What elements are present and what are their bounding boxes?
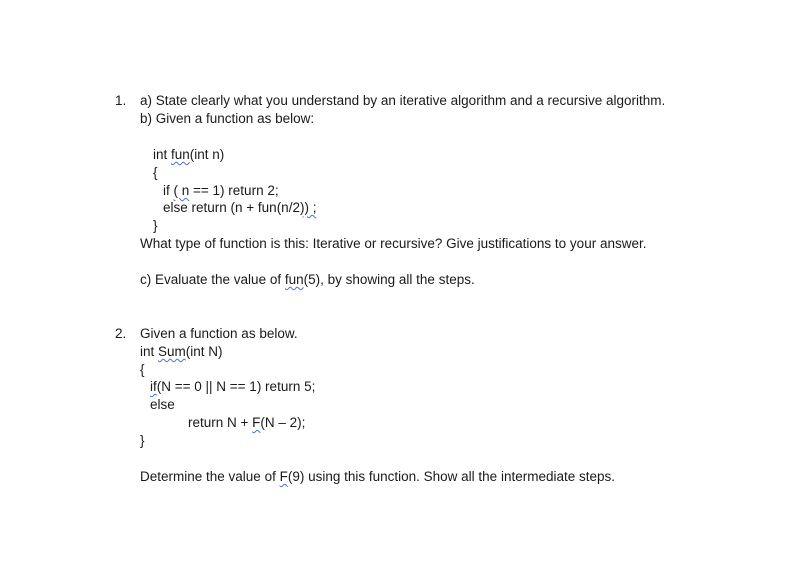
q2-code-line-3-sq: if [150, 379, 157, 394]
q2-code-line-3-post: (N == 0 || N == 1) return 5; [156, 379, 316, 394]
q2-code-line-1 [140, 343, 223, 360]
q2-code-line-1-post: (int N) [185, 344, 223, 359]
q1-code-line-4-sq: )) ; [299, 200, 317, 215]
q2-code-line-3 [150, 378, 315, 395]
q1-code-line-1-post: (int n) [189, 147, 225, 162]
q2-code-line-5-sq: F [252, 415, 261, 430]
q2-determine-post: (9) using this function. Show all the intermediate steps. [287, 469, 615, 484]
q2-code-line-5-post: (N – 2); [260, 415, 306, 430]
q2-determine [140, 468, 615, 485]
q1-code-line-2: { [153, 165, 158, 180]
q2-code-line-1-fn: Sum [158, 344, 186, 359]
q1-code-line-3 [163, 182, 279, 199]
q2-intro: Given a function as below. [140, 326, 298, 341]
q2-code-line-2: { [140, 362, 145, 377]
q2-determine-sq: F [279, 469, 288, 484]
q1-code-line-5: } [153, 218, 158, 233]
q2-code-line-4: else [150, 397, 175, 412]
q1-code-line-1-pre: int [153, 147, 172, 162]
q1-code-line-4-pre: else return (n + fun(n/2 [163, 200, 300, 215]
q1-part-c-fn: fun [284, 272, 304, 287]
q2-determine-pre: Determine the value of [140, 469, 280, 484]
q1-part-c-pre: c) Evaluate the value of [140, 272, 285, 287]
q1-part-c [140, 271, 475, 288]
q1-code-line-3-pre: if [163, 183, 174, 198]
q1-part-a: a) State clearly what you understand by an iterative algorithm and a recursive algorithm. [140, 93, 666, 108]
q2-code-line-6: } [140, 433, 145, 448]
q1-number: 1. [115, 93, 127, 108]
q1-part-c-post: (5), by showing all the steps. [303, 272, 475, 287]
q1-code-line-3-post: == 1) return 2; [189, 183, 279, 198]
q2-code-line-1-pre: int [140, 344, 159, 359]
q1-code-line-1-fn: fun [171, 147, 190, 162]
q1-question: What type of function is this: Iterative or recursive? Give justifications to your answer. [140, 236, 647, 251]
q1-code-line-1 [153, 146, 224, 163]
q2-code-line-5-pre: return N + [188, 415, 253, 430]
q2-code-line-5 [188, 414, 305, 431]
q1-code-line-4 [163, 199, 316, 216]
q1-code-line-3-sq: ( n [173, 183, 190, 198]
q1-part-b: b) Given a function as below: [140, 111, 315, 126]
q2-number: 2. [115, 326, 127, 341]
